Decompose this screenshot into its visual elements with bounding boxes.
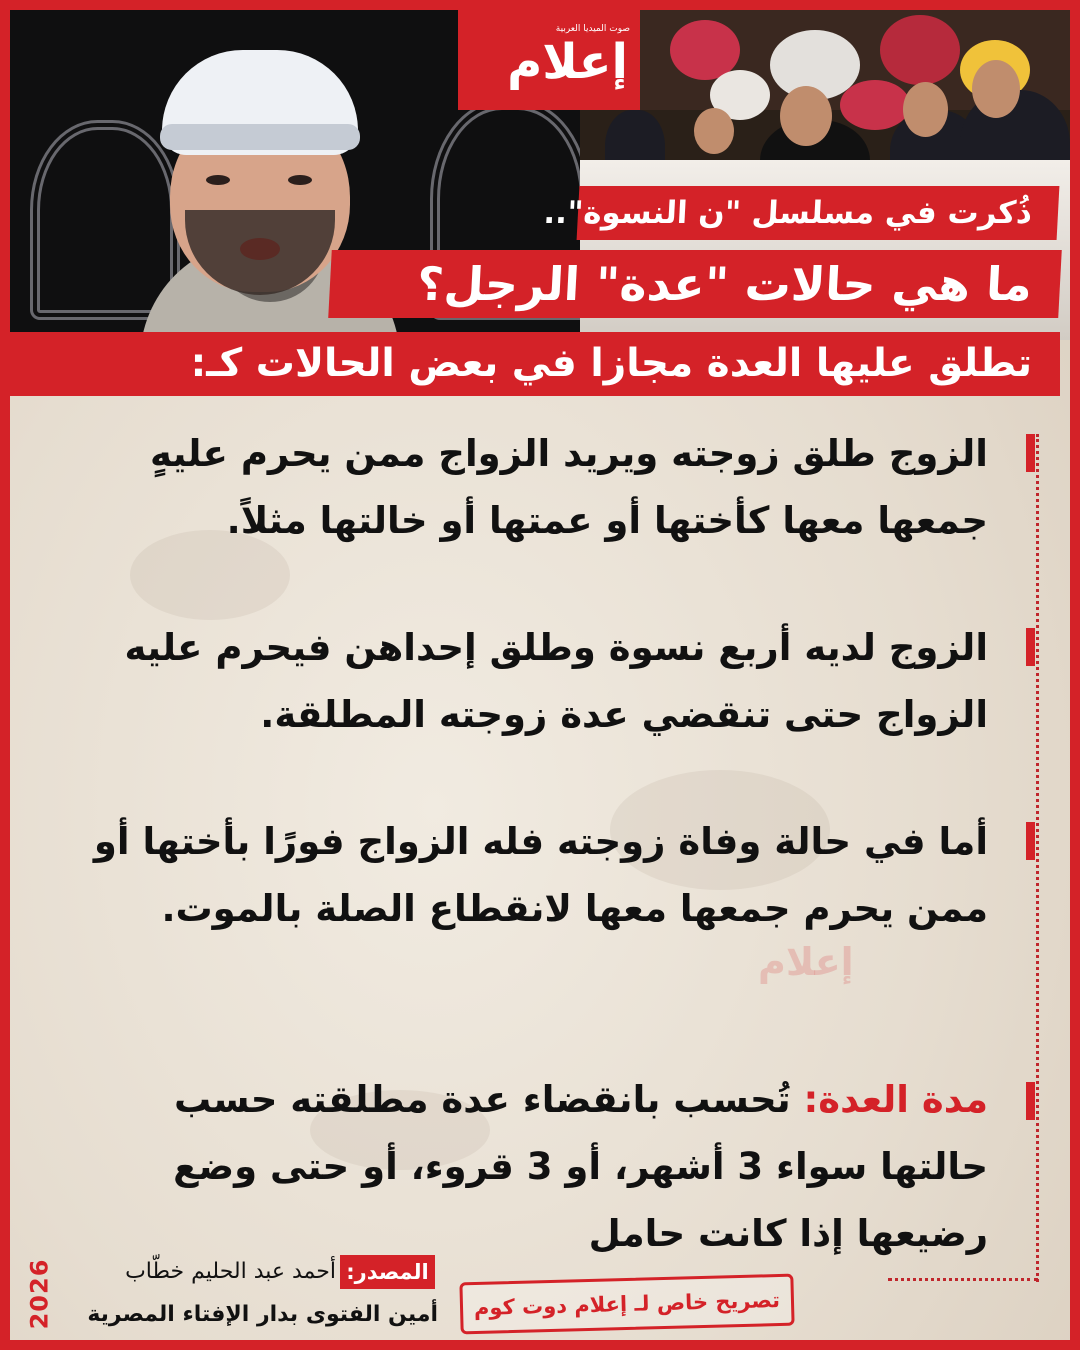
point-4 xyxy=(58,1066,988,1267)
sheikh-turban-band xyxy=(160,124,360,150)
duration-label: مدة العدة: xyxy=(803,1078,988,1121)
point-1: الزوج طلق زوجته ويريد الزواج ممن يحرم عليهٍ جمعها معها كأختها أو عمتها أو خالتها مثلاً. xyxy=(150,432,988,542)
bullet-marker xyxy=(1026,434,1035,472)
dotted-divider xyxy=(1036,434,1039,1282)
bullet-marker xyxy=(1026,822,1035,860)
person-face xyxy=(694,108,734,154)
duration-text: تُحسب بانقضاء عدة مطلقته حسب حالتها سواء 3 أشهر، أو 3 قروء، أو حتى وضع رضيعها إذا كانت حامل xyxy=(173,1078,988,1255)
ornament-left xyxy=(30,120,180,320)
bullet-marker xyxy=(1026,628,1035,666)
headline-subtitle: تطلق عليها العدة مجازا في بعض الحالات كـ: xyxy=(10,332,1060,396)
point-2: الزوج لديه أربع نسوة وطلق إحداهن فيحرم عليه الزواج حتى تنقضي عدة زوجته المطلقة. xyxy=(124,626,988,736)
headline-kicker: ذُكرت في مسلسل "ن النسوة".. xyxy=(577,186,1060,240)
exclusive-stamp: تصريح خاص لـ إعلام دوت كوم xyxy=(459,1274,794,1335)
person-face xyxy=(780,86,832,146)
point-3: أما في حالة وفاة زوجته فله الزواج فورًا بأختها أو ممن يحرم جمعها معها لانقطاع الصلة بالموت. xyxy=(93,820,988,930)
watermark-logo: إعلام xyxy=(758,940,854,984)
logo-tagline: صوت الميديا العربية xyxy=(555,24,630,34)
flower xyxy=(880,15,960,85)
bullet-marker xyxy=(1026,1082,1035,1120)
person-face xyxy=(972,60,1020,118)
brand-logo xyxy=(458,10,640,110)
sheikh-mouth xyxy=(240,238,280,260)
source-name: أحمد عبد الحليم خطّاب xyxy=(125,1259,336,1284)
sheikh-eye xyxy=(288,175,312,185)
headline-title: ما هي حالات "عدة" الرجل؟ xyxy=(328,250,1062,318)
source-label: المصدر: xyxy=(340,1255,435,1289)
dotted-divider xyxy=(888,1278,1038,1281)
year-label: 2026 xyxy=(25,1258,54,1330)
sheikh-eye xyxy=(206,175,230,185)
person-face xyxy=(903,82,948,137)
logo-text: إعلام xyxy=(507,34,628,90)
source-title: أمين الفتوى بدار الإفتاء المصرية xyxy=(87,1302,438,1327)
